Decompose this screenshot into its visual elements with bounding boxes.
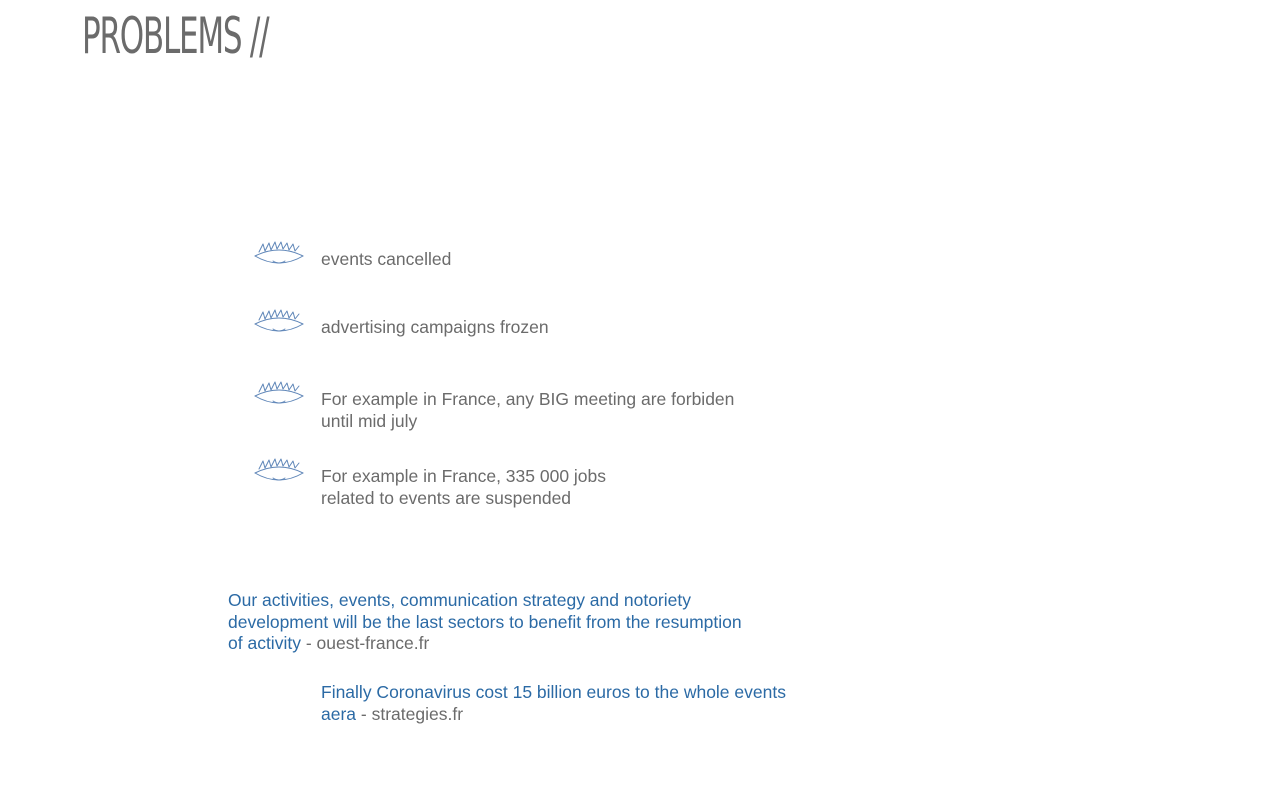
bullet-text: advertising campaigns frozen — [321, 317, 549, 337]
quote-separator: - — [356, 703, 372, 724]
eye-icon — [253, 457, 305, 487]
bullet-text: For example in France, 335 000 jobs related to events are suspended — [321, 466, 607, 508]
bullet-text: events cancelled — [321, 249, 452, 269]
eye-icon — [253, 240, 305, 270]
quote-separator: - — [300, 633, 317, 653]
bullet-item — [253, 249, 451, 271]
bullet-item — [253, 389, 741, 432]
bullet-item — [253, 466, 611, 509]
quote-ouest-france — [228, 590, 748, 655]
bullet-text: For example in France, any BIG meeting are forbiden until mid july — [321, 389, 735, 431]
quote-text: Our activities, events, communication strategy and notoriety development will be the last sectors to benefit from the resumption of activity — [228, 590, 742, 653]
quote-source: ouest-france.fr — [316, 633, 430, 653]
page-title: PROBLEMS // — [82, 7, 269, 65]
eye-icon — [253, 308, 305, 338]
eye-icon — [253, 380, 305, 410]
quote-source: strategies.fr — [371, 703, 464, 724]
quote-text: Finally Coronavirus cost 15 billion euros to the whole events aera — [321, 682, 786, 724]
quote-strategies — [321, 682, 801, 725]
bullet-item — [253, 317, 549, 339]
